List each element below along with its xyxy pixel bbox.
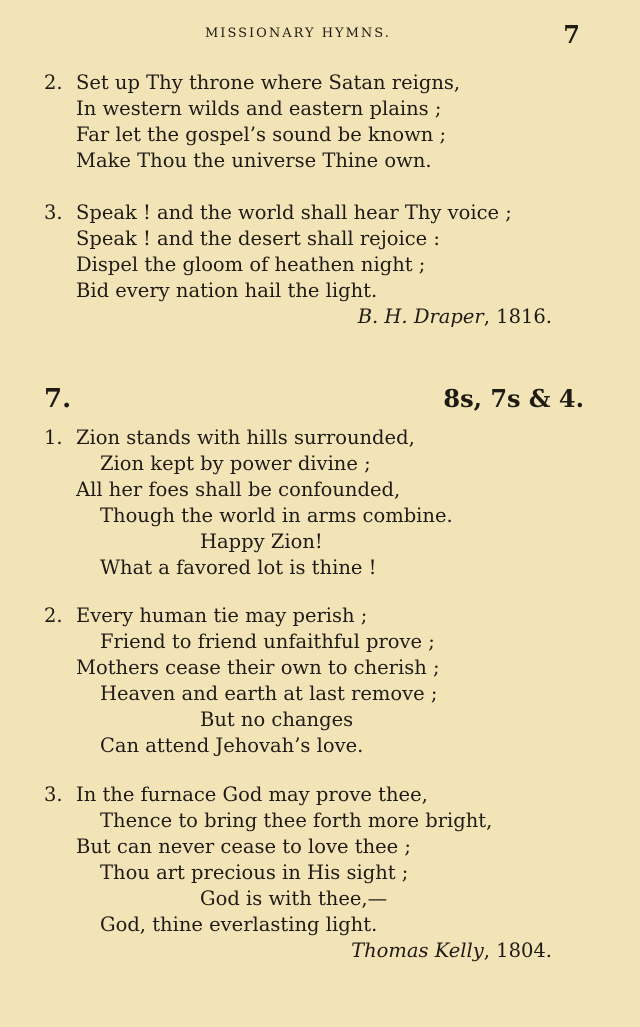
- verse-line: What a favored lot is thine !: [100, 556, 377, 579]
- attribution: [358, 304, 552, 330]
- verse-line: Zion stands with hills surrounded,: [76, 426, 415, 449]
- verse-line: Every human tie may perish ;: [76, 604, 368, 627]
- hymn-number: 7.: [44, 384, 72, 414]
- page-number: 7: [563, 20, 580, 49]
- stanza-number: 3.: [44, 201, 63, 224]
- verse-line: Dispel the gloom of heathen night ;: [76, 253, 426, 276]
- running-header: [0, 20, 640, 49]
- verse-line: Though the world in arms combine.: [100, 504, 453, 527]
- verse-line: Bid every nation hail the light.: [76, 279, 378, 302]
- hymn-meter: 8s, 7s & 4.: [443, 384, 584, 413]
- author-name: Thomas Kelly: [351, 939, 484, 962]
- verse-line: Thence to bring thee forth more bright,: [100, 809, 493, 832]
- verse-line: Set up Thy throne where Satan reigns,: [76, 71, 461, 94]
- stanza-number: 3.: [44, 783, 63, 806]
- verse-line: But can never cease to love thee ;: [76, 835, 411, 858]
- verse-line: God is with thee,—: [200, 887, 388, 910]
- author-name: B. H. Draper: [357, 305, 484, 328]
- stanza-number: 2.: [44, 604, 63, 627]
- verse-line: In western wilds and eastern plains ;: [76, 97, 442, 120]
- verse-line: Speak ! and the world shall hear Thy voice ;: [76, 201, 512, 224]
- author-year: , 1804.: [483, 939, 552, 962]
- verse-line: Speak ! and the desert shall rejoice :: [76, 227, 440, 250]
- verse-line: Can attend Jehovah’s love.: [100, 734, 364, 757]
- verse-line: Zion kept by power divine ;: [100, 452, 371, 475]
- verse-line: Friend to friend unfaithful prove ;: [100, 630, 435, 653]
- attribution: [351, 938, 552, 964]
- running-title: MISSIONARY HYMNS.: [205, 26, 391, 41]
- verse-line: God, thine everlasting light.: [100, 913, 378, 936]
- verse-line: Heaven and earth at last remove ;: [100, 682, 438, 705]
- verse-line: Make Thou the universe Thine own.: [76, 149, 432, 172]
- verse-line: Mothers cease their own to cherish ;: [76, 656, 440, 679]
- verse-line: Far let the gospel’s sound be known ;: [76, 123, 447, 146]
- stanza-number: 2.: [44, 71, 63, 94]
- hymn-heading: [0, 384, 640, 414]
- verse-line: All her foes shall be confounded,: [76, 478, 401, 501]
- verse-line: Thou art precious in His sight ;: [100, 861, 409, 884]
- verse-line: In the furnace God may prove thee,: [76, 783, 428, 806]
- author-year: , 1816.: [483, 305, 552, 328]
- verse-line: But no changes: [200, 708, 354, 731]
- stanza-number: 1.: [44, 426, 63, 449]
- verse-line: Happy Zion!: [200, 530, 323, 553]
